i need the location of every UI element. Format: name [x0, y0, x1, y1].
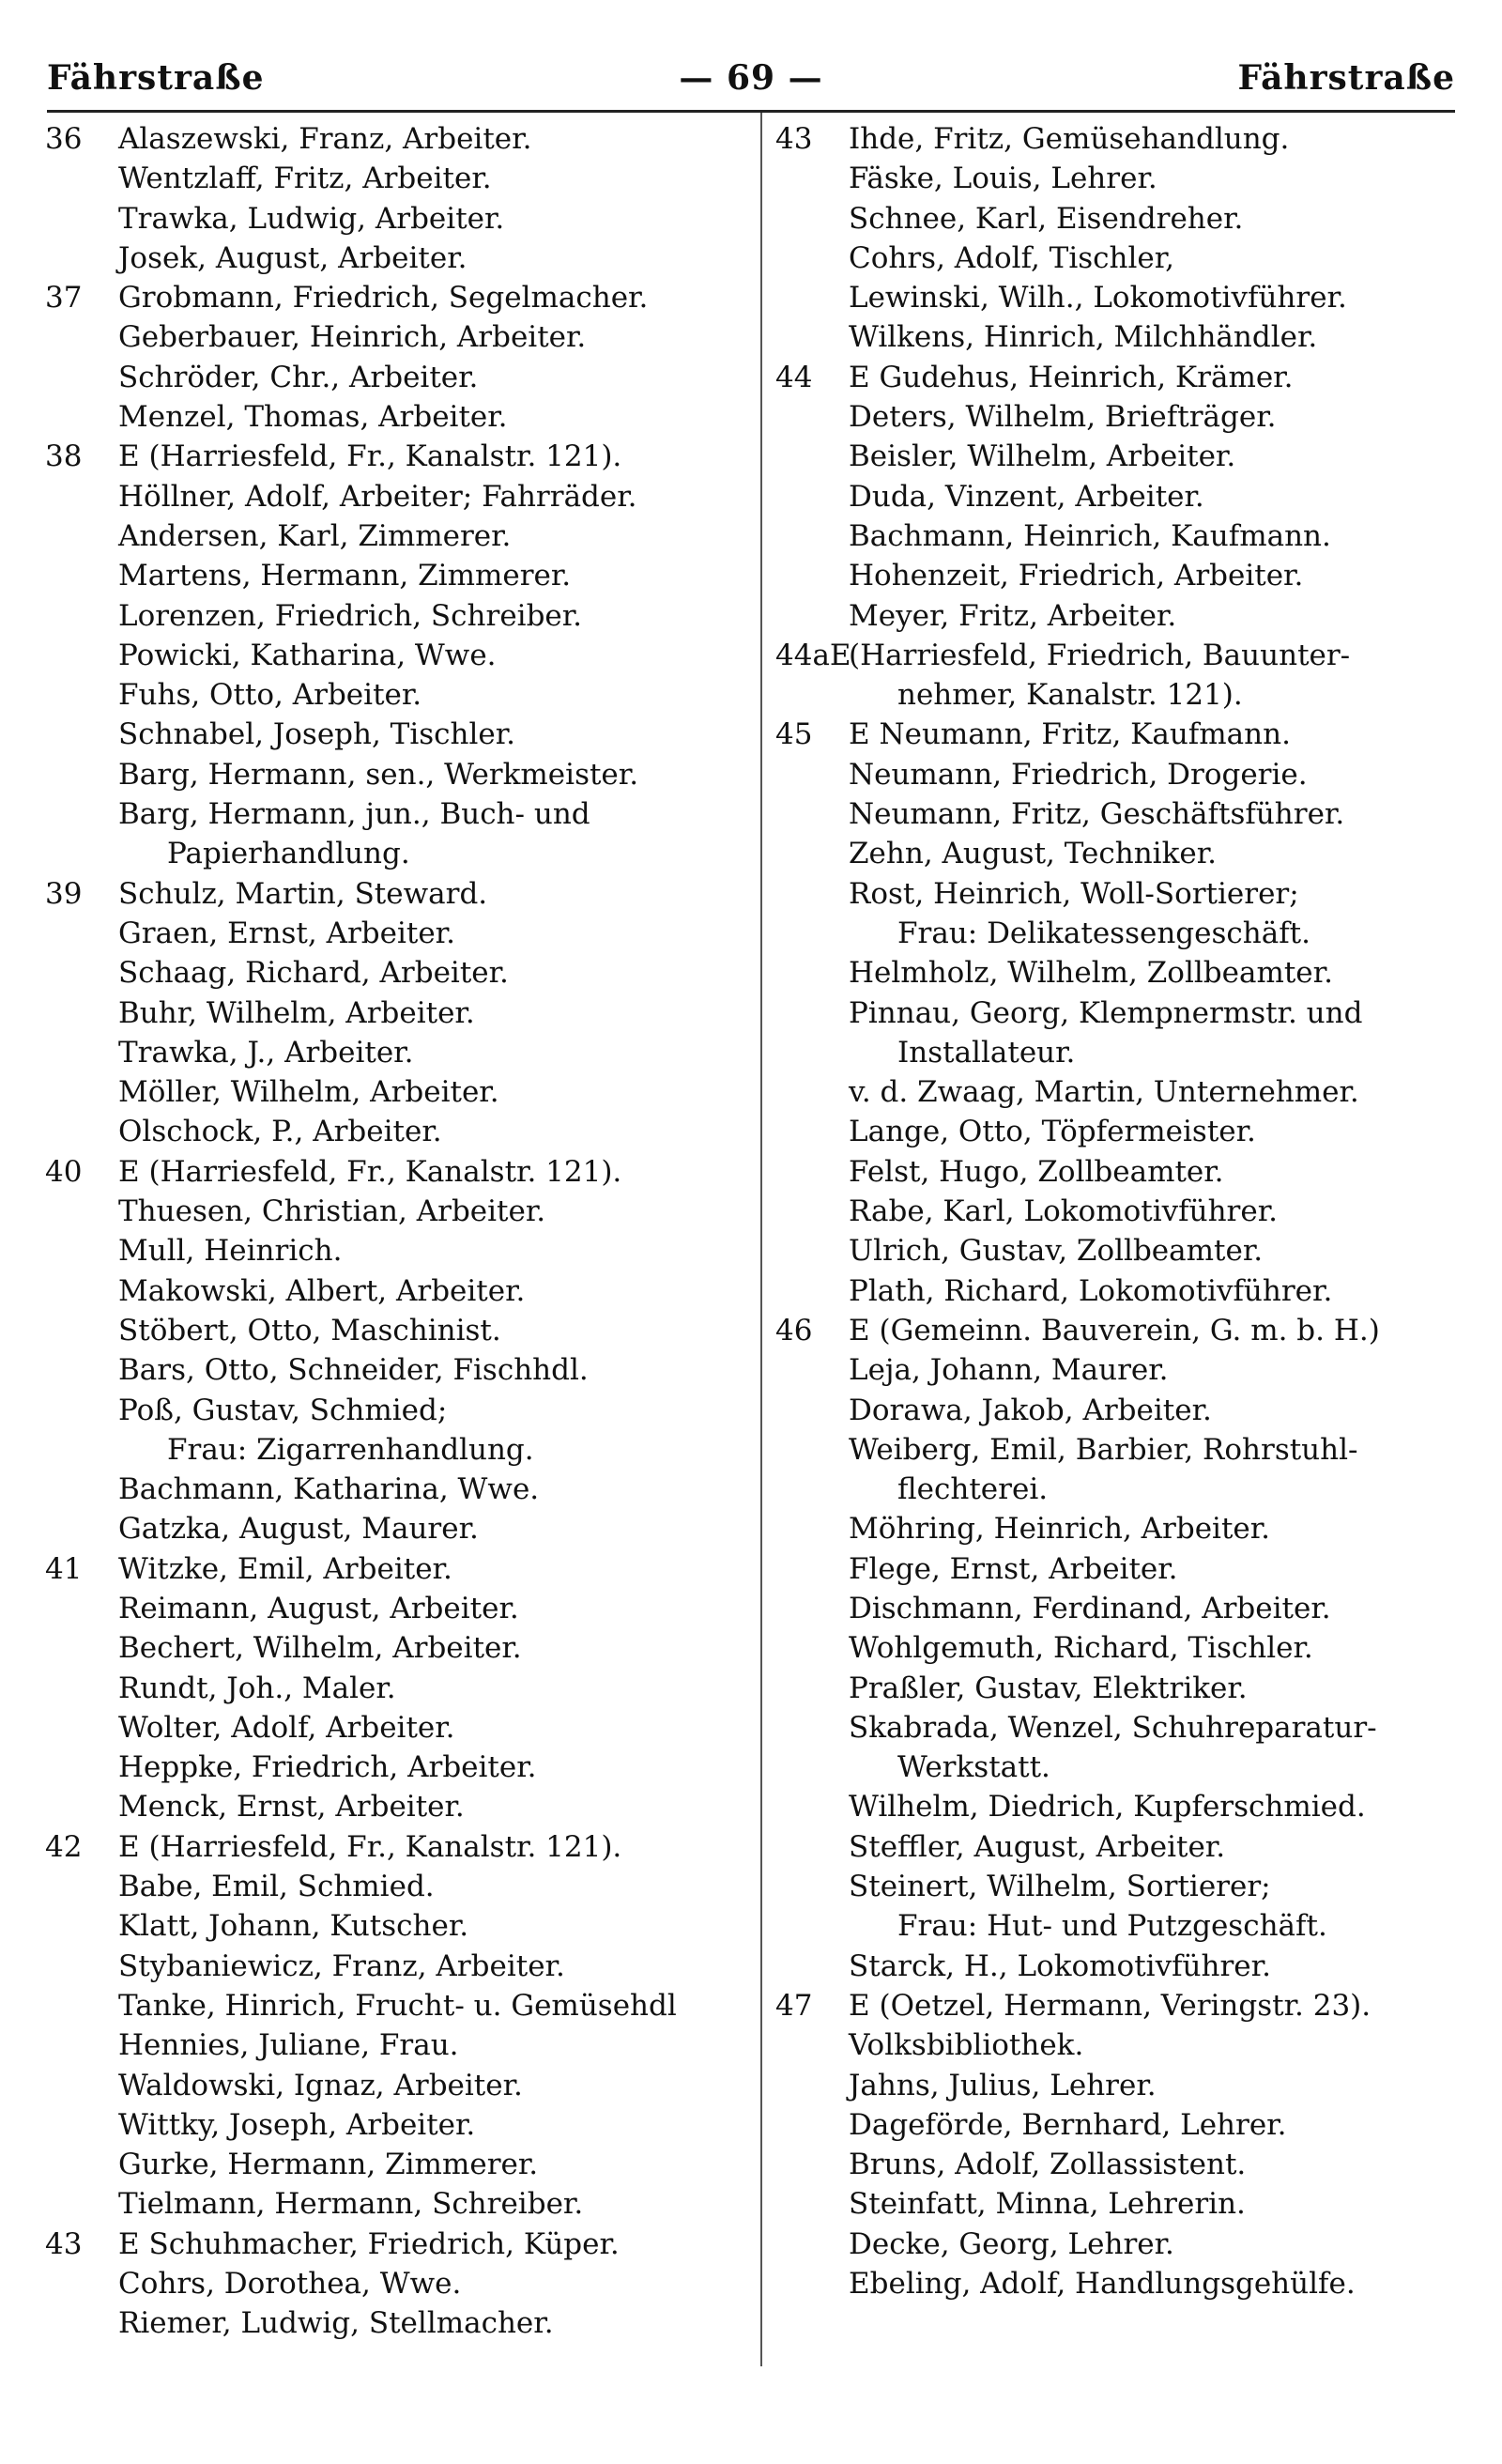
resident-text: E (Oetzel, Hermann, Veringstr. 23).: [849, 1988, 1372, 2023]
resident-text: Steinfatt, Minna, Lehrerin.: [849, 2187, 1246, 2222]
resident-text: Powicki, Katharina, Wwe.: [118, 638, 497, 672]
house-number: 43: [45, 2226, 83, 2261]
directory-entry: [775, 1628, 1470, 1668]
directory-entry: [45, 477, 759, 516]
resident-text: Geberbauer, Heinrich, Arbeiter.: [118, 320, 587, 355]
resident-text: v. d. Zwaag, Martin, Unternehmer.: [849, 1075, 1359, 1110]
resident-text: Trawka, Ludwig, Arbeiter.: [118, 201, 505, 236]
directory-entry: [775, 1867, 1470, 1906]
resident-text: Cohrs, Dorothea, Wwe.: [118, 2267, 462, 2302]
house-number: 44: [775, 360, 813, 394]
directory-entry: [45, 1669, 759, 1708]
house-number: 46: [775, 1313, 813, 1348]
resident-text: Volksbibliothek.: [849, 2028, 1084, 2063]
header-rule: [47, 110, 1455, 113]
resident-text: Jahns, Julius, Lehrer.: [849, 2068, 1157, 2102]
directory-entry: [45, 317, 759, 357]
directory-entry: [775, 1906, 1470, 1946]
directory-entry: [45, 794, 759, 834]
resident-text: Riemer, Ludwig, Stellmacher.: [118, 2306, 554, 2341]
directory-entry: [775, 1986, 1470, 2025]
resident-text: Pinnau, Georg, Klempnermstr. und: [849, 995, 1363, 1030]
directory-entry: [775, 2105, 1470, 2145]
directory-entry: [45, 1470, 759, 1509]
directory-entry: [775, 317, 1470, 357]
resident-text: Skabrada, Wenzel, Schuhreparatur-: [849, 1710, 1377, 1745]
resident-text: Bachmann, Katharina, Wwe.: [118, 1472, 540, 1507]
resident-text: E Gudehus, Heinrich, Krämer.: [849, 360, 1294, 394]
resident-text: Installateur.: [897, 1035, 1076, 1070]
resident-text: E (Gemeinn. Bauverein, G. m. b. H.): [849, 1313, 1380, 1348]
house-number: 36: [45, 122, 83, 156]
directory-entry: [775, 1669, 1470, 1708]
directory-entry: [45, 1906, 759, 1946]
resident-text: E (Harriesfeld, Fr., Kanalstr. 121).: [118, 1154, 622, 1189]
directory-entry: [45, 239, 759, 278]
directory-entry: [775, 1748, 1470, 1787]
resident-text: Wolter, Adolf, Arbeiter.: [118, 1710, 455, 1745]
directory-entry: [45, 358, 759, 397]
resident-text: Trawka, J., Arbeiter.: [118, 1035, 414, 1070]
resident-text: Möller, Wilhelm, Arbeiter.: [118, 1075, 499, 1110]
directory-entry: [775, 199, 1470, 239]
directory-entry: [45, 1350, 759, 1390]
directory-entry: [45, 675, 759, 715]
resident-text: Helmholz, Wilhelm, Zollbeamter.: [849, 956, 1333, 991]
directory-entry: [45, 2145, 759, 2184]
directory-entry: [45, 914, 759, 953]
directory-entry: [45, 1509, 759, 1548]
directory-entry: [775, 1350, 1470, 1390]
resident-text: Dageförde, Bernhard, Lehrer.: [849, 2107, 1287, 2142]
resident-text: nehmer, Kanalstr. 121).: [897, 678, 1243, 713]
resident-text: Bachmann, Heinrich, Kaufmann.: [849, 518, 1331, 553]
resident-text: E Neumann, Fritz, Kaufmann.: [849, 717, 1291, 752]
resident-text: Schulz, Martin, Steward.: [118, 876, 488, 911]
directory-entry: [45, 1271, 759, 1311]
directory-entry: [775, 358, 1470, 397]
directory-entry: [45, 1589, 759, 1628]
directory-entry: [775, 2025, 1470, 2065]
directory-entry: [45, 1748, 759, 1787]
resident-text: Dischmann, Ferdinand, Arbeiter.: [849, 1591, 1331, 1625]
resident-text: Wittky, Joseph, Arbeiter.: [118, 2107, 476, 2142]
directory-entry: [775, 1947, 1470, 1986]
directory-entry: [775, 675, 1470, 715]
resident-text: E Schuhmacher, Friedrich, Küper.: [118, 2226, 620, 2261]
resident-text: Deters, Wilhelm, Briefträger.: [849, 400, 1277, 435]
resident-text: Menzel, Thomas, Arbeiter.: [118, 400, 508, 435]
directory-entry: [45, 953, 759, 993]
directory-entry: [775, 1589, 1470, 1628]
resident-text: Lange, Otto, Töpfermeister.: [849, 1115, 1256, 1149]
directory-entry: [45, 516, 759, 556]
directory-entry: [775, 397, 1470, 437]
directory-entry: [775, 119, 1470, 159]
resident-text: Frau: Delikatessengeschäft.: [897, 916, 1310, 950]
resident-text: Menck, Ernst, Arbeiter.: [118, 1790, 465, 1825]
directory-entry: [775, 1549, 1470, 1589]
resident-text: Rundt, Joh., Maler.: [118, 1671, 396, 1705]
directory-entry: [775, 993, 1470, 1033]
page-header: [47, 58, 1455, 105]
resident-text: Zehn, August, Techniker.: [849, 837, 1217, 871]
directory-entry: [775, 794, 1470, 834]
directory-entry: [45, 2105, 759, 2145]
directory-entry: [45, 1152, 759, 1192]
resident-text: Wilkens, Hinrich, Milchhändler.: [849, 320, 1318, 355]
resident-text: Hohenzeit, Friedrich, Arbeiter.: [849, 559, 1304, 593]
resident-text: Makowski, Albert, Arbeiter.: [118, 1273, 526, 1308]
resident-text: Steffler, August, Arbeiter.: [849, 1829, 1226, 1864]
directory-entry: [45, 397, 759, 437]
directory-entry: [45, 1947, 759, 1986]
directory-entry: [775, 556, 1470, 595]
house-number: 44aE: [775, 638, 851, 672]
directory-entry: [775, 2225, 1470, 2264]
resident-text: Schaag, Richard, Arbeiter.: [118, 956, 509, 991]
directory-entry: [775, 477, 1470, 516]
resident-text: Waldowski, Ignaz, Arbeiter.: [118, 2068, 523, 2102]
directory-entry: [45, 1311, 759, 1350]
running-head-left: Fährstraße: [47, 58, 265, 98]
resident-text: Barg, Hermann, sen., Werkmeister.: [118, 757, 639, 792]
directory-entry: [775, 239, 1470, 278]
directory-entry: [45, 2025, 759, 2065]
resident-text: Bechert, Wilhelm, Arbeiter.: [118, 1631, 522, 1666]
resident-text: Fuhs, Otto, Arbeiter.: [118, 678, 422, 713]
resident-text: Papierhandlung.: [167, 837, 410, 871]
resident-text: Klatt, Johann, Kutscher.: [118, 1909, 469, 1944]
directory-entry: [45, 1192, 759, 1231]
directory-entry: [45, 1549, 759, 1589]
house-number: 41: [45, 1551, 83, 1586]
directory-entry: [45, 437, 759, 476]
directory-entry: [775, 914, 1470, 953]
directory-entry: [775, 636, 1470, 675]
resident-text: Wentzlaff, Fritz, Arbeiter.: [118, 162, 492, 196]
house-number: 43: [775, 122, 813, 156]
directory-entry: [45, 834, 759, 873]
directory-entry: [775, 1033, 1470, 1072]
directory-entry: [775, 2184, 1470, 2224]
resident-text: Barg, Hermann, jun., Buch- und: [118, 797, 590, 832]
resident-text: Dorawa, Jakob, Arbeiter.: [849, 1393, 1212, 1427]
directory-entry: [45, 2303, 759, 2343]
directory-entry: [775, 834, 1470, 873]
resident-text: Grobmann, Friedrich, Segelmacher.: [118, 281, 649, 316]
resident-text: Lorenzen, Friedrich, Schreiber.: [118, 598, 583, 633]
directory-entry: [775, 953, 1470, 993]
resident-text: Werkstatt.: [897, 1750, 1050, 1785]
directory-entry: [775, 1231, 1470, 1270]
directory-entry: [45, 556, 759, 595]
resident-text: Martens, Hermann, Zimmerer.: [118, 559, 572, 593]
directory-entry: [775, 874, 1470, 914]
resident-text: flechterei.: [897, 1472, 1049, 1507]
resident-text: Olschock, P., Arbeiter.: [118, 1115, 442, 1149]
directory-entry: [45, 1628, 759, 1668]
directory-entry: [775, 1271, 1470, 1311]
resident-text: Frau: Hut- und Putzgeschäft.: [897, 1909, 1327, 1944]
resident-text: Tanke, Hinrich, Frucht- u. Gemüsehdl: [118, 1988, 677, 2023]
house-number: 47: [775, 1988, 813, 2023]
directory-entry: [775, 2145, 1470, 2184]
resident-text: Flege, Ernst, Arbeiter.: [849, 1551, 1178, 1586]
resident-text: E (Harriesfeld, Fr., Kanalstr. 121).: [118, 1829, 622, 1864]
directory-entry: [45, 1787, 759, 1826]
directory-entry: [775, 1072, 1470, 1112]
house-number: 39: [45, 876, 83, 911]
directory-entry: [775, 2066, 1470, 2105]
resident-text: Wohlgemuth, Richard, Tischler.: [849, 1631, 1313, 1666]
page-number: — 69 —: [679, 58, 823, 98]
resident-text: Fäske, Louis, Lehrer.: [849, 162, 1157, 196]
directory-entry: [45, 278, 759, 317]
directory-entry: [45, 596, 759, 636]
resident-text: Neumann, Fritz, Geschäftsführer.: [849, 797, 1345, 832]
resident-text: Decke, Georg, Lehrer.: [849, 2226, 1174, 2261]
resident-text: Hennies, Juliane, Frau.: [118, 2028, 459, 2063]
directory-entry: [775, 715, 1470, 754]
resident-text: Höllner, Adolf, Arbeiter; Fahrräder.: [118, 479, 637, 514]
directory-entry: [45, 1986, 759, 2025]
resident-text: Steinert, Wilhelm, Sortierer;: [849, 1870, 1271, 1904]
running-head-right: Fährstraße: [1237, 58, 1455, 98]
resident-text: Meyer, Fritz, Arbeiter.: [849, 598, 1177, 633]
directory-entry: [775, 1827, 1470, 1867]
directory-entry: [775, 1391, 1470, 1430]
resident-text: Wilhelm, Diedrich, Kupferschmied.: [849, 1790, 1366, 1825]
resident-text: Andersen, Karl, Zimmerer.: [118, 518, 512, 553]
resident-text: Tielmann, Hermann, Schreiber.: [118, 2187, 584, 2222]
resident-text: Schnabel, Joseph, Tischler.: [118, 717, 516, 752]
directory-entry: [775, 755, 1470, 794]
resident-text: Schröder, Chr., Arbeiter.: [118, 360, 479, 394]
directory-entry: [45, 1072, 759, 1112]
resident-text: Mull, Heinrich.: [118, 1234, 343, 1269]
left-column: [45, 119, 759, 2344]
directory-entry: [775, 1787, 1470, 1826]
resident-text: Thuesen, Christian, Arbeiter.: [118, 1194, 546, 1229]
resident-text: Praßler, Gustav, Elektriker.: [849, 1671, 1248, 1705]
resident-text: Ihde, Fritz, Gemüsehandlung.: [849, 122, 1290, 156]
resident-text: Gatzka, August, Maurer.: [118, 1512, 479, 1547]
directory-entry: [775, 1430, 1470, 1470]
directory-entry: [45, 159, 759, 198]
resident-text: Neumann, Friedrich, Drogerie.: [849, 757, 1308, 792]
resident-text: Rost, Heinrich, Woll-Sortierer;: [849, 876, 1299, 911]
directory-entry: [775, 1311, 1470, 1350]
resident-text: Starck, H., Lokomotivführer.: [849, 1948, 1271, 1983]
house-number: 42: [45, 1829, 83, 1864]
directory-entry: [45, 1430, 759, 1470]
house-number: 38: [45, 439, 83, 474]
directory-entry: [45, 2225, 759, 2264]
resident-text: Poß, Gustav, Schmied;: [118, 1393, 448, 1427]
resident-text: Witzke, Emil, Arbeiter.: [118, 1551, 452, 1586]
resident-text: Stybaniewicz, Franz, Arbeiter.: [118, 1948, 565, 1983]
directory-entry: [45, 874, 759, 914]
resident-text: Plath, Richard, Lokomotivführer.: [849, 1273, 1333, 1308]
directory-entry: [775, 2264, 1470, 2303]
directory-entry: [775, 516, 1470, 556]
resident-text: Alaszewski, Franz, Arbeiter.: [118, 122, 532, 156]
directory-entry: [45, 1867, 759, 1906]
directory-entry: [775, 1509, 1470, 1548]
directory-entry: [45, 2264, 759, 2303]
directory-entry: [45, 993, 759, 1033]
directory-entry: [45, 1231, 759, 1270]
resident-text: Heppke, Friedrich, Arbeiter.: [118, 1750, 537, 1785]
house-number: 45: [775, 717, 813, 752]
resident-text: Leja, Johann, Maurer.: [849, 1353, 1169, 1388]
resident-text: Ulrich, Gustav, Zollbeamter.: [849, 1234, 1264, 1269]
directory-entry: [775, 159, 1470, 198]
resident-text: Beisler, Wilhelm, Arbeiter.: [849, 439, 1236, 474]
directory-entry: [775, 1192, 1470, 1231]
directory-entry: [775, 278, 1470, 317]
directory-entry: [45, 1112, 759, 1151]
right-column: [775, 119, 1470, 2303]
house-number: 40: [45, 1154, 83, 1189]
house-number: 37: [45, 281, 83, 316]
directory-entry: [775, 1112, 1470, 1151]
directory-entry: [45, 2066, 759, 2105]
resident-text: Rabe, Karl, Lokomotivführer.: [849, 1194, 1278, 1229]
directory-entry: [775, 1152, 1470, 1192]
resident-text: Duda, Vinzent, Arbeiter.: [849, 479, 1204, 514]
directory-entry: [45, 1391, 759, 1430]
directory-entry: [775, 1708, 1470, 1748]
directory-entry: [775, 596, 1470, 636]
resident-text: Graen, Ernst, Arbeiter.: [118, 916, 455, 950]
directory-entry: [775, 437, 1470, 476]
resident-text: Babe, Emil, Schmied.: [118, 1870, 435, 1904]
resident-text: Möhring, Heinrich, Arbeiter.: [849, 1512, 1271, 1547]
directory-entry: [45, 636, 759, 675]
resident-text: E (Harriesfeld, Fr., Kanalstr. 121).: [118, 439, 622, 474]
resident-text: Frau: Zigarrenhandlung.: [167, 1432, 534, 1467]
resident-text: Buhr, Wilhelm, Arbeiter.: [118, 995, 475, 1030]
resident-text: Schnee, Karl, Eisendreher.: [849, 201, 1244, 236]
directory-entry: [45, 755, 759, 794]
resident-text: Bars, Otto, Schneider, Fischhdl.: [118, 1353, 589, 1388]
resident-text: (Harriesfeld, Friedrich, Bauunter-: [849, 638, 1351, 672]
resident-text: Felst, Hugo, Zollbeamter.: [849, 1154, 1224, 1189]
resident-text: Bruns, Adolf, Zollassistent.: [849, 2148, 1247, 2182]
resident-text: Ebeling, Adolf, Handlungsgehülfe.: [849, 2267, 1356, 2302]
directory-entry: [45, 2184, 759, 2224]
resident-text: Weiberg, Emil, Barbier, Rohrstuhl-: [849, 1432, 1358, 1467]
column-divider: [760, 113, 762, 2366]
resident-text: Stöbert, Otto, Maschinist.: [118, 1313, 501, 1348]
directory-entry: [45, 199, 759, 239]
resident-text: Cohrs, Adolf, Tischler,: [849, 240, 1175, 275]
directory-entry: [775, 1470, 1470, 1509]
directory-entry: [45, 715, 759, 754]
directory-entry: [45, 1033, 759, 1072]
resident-text: Josek, August, Arbeiter.: [118, 240, 467, 275]
directory-entry: [45, 119, 759, 159]
resident-text: Lewinski, Wilh., Lokomotivführer.: [849, 281, 1347, 316]
directory-entry: [45, 1827, 759, 1867]
resident-text: Reimann, August, Arbeiter.: [118, 1591, 519, 1625]
directory-entry: [45, 1708, 759, 1748]
resident-text: Gurke, Hermann, Zimmerer.: [118, 2148, 539, 2182]
